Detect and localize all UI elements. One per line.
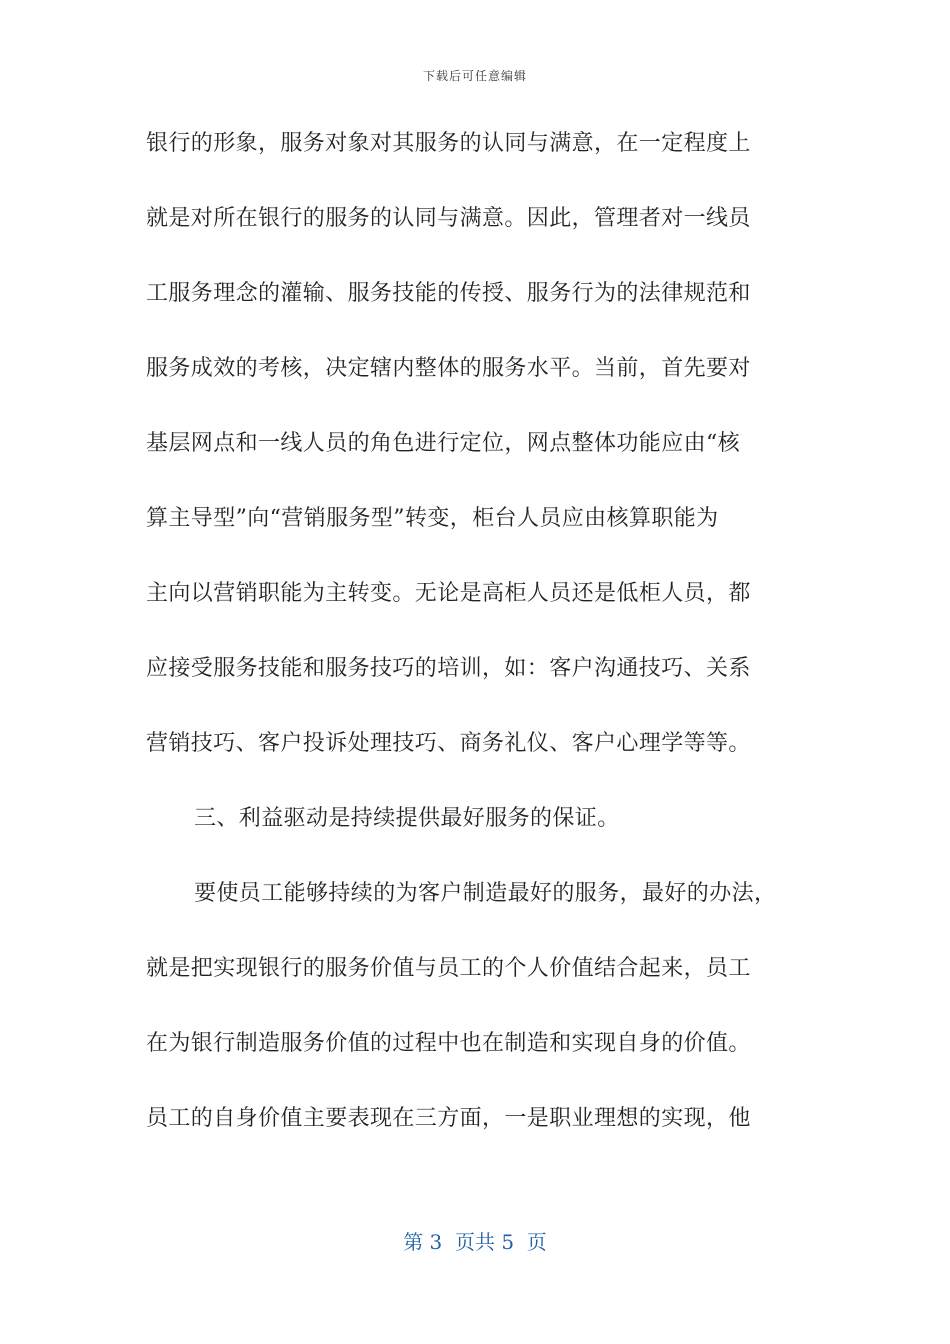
text-line: 主向以营销职能为主转变。无论是高柜人员还是低柜人员，都 <box>146 581 751 606</box>
text-line: 就是把实现银行的服务价值与员工的个人价值结合起来，员工 <box>146 956 751 981</box>
text-line: 服务成效的考核，决定辖内整体的服务水平。当前，首先要对 <box>146 356 751 381</box>
section-heading: 三、利益驱动是持续提供最好服务的保证。 <box>194 806 620 831</box>
text-line: 工服务理念的灌输、服务技能的传授、服务行为的法律规范和 <box>146 281 751 306</box>
text-line: 在为银行制造服务价值的过程中也在制造和实现自身的价值。 <box>146 1031 751 1056</box>
text-line: 算主导型”向“营销服务型”转变，柜台人员应由核算职能为 <box>146 506 719 531</box>
text-line: 应接受服务技能和服务技巧的培训，如：客户沟通技巧、关系 <box>146 656 751 681</box>
text-line: 银行的形象，服务对象对其服务的认同与满意，在一定程度上 <box>146 131 751 156</box>
text-line: 基层网点和一线人员的角色进行定位，网点整体功能应由“核 <box>146 431 741 456</box>
page-header: 下载后可任意编辑 <box>422 69 527 83</box>
text-line: 营销技巧、客户投诉处理技巧、商务礼仪、客户心理学等等。 <box>146 731 751 756</box>
text-line: 员工的自身价值主要表现在三方面，一是职业理想的实现，他 <box>146 1106 751 1131</box>
page-number-footer: 第 3 页共 5 页 <box>403 1230 547 1254</box>
text-line: 要使员工能够持续的为客户制造最好的服务，最好的办法， <box>194 881 777 906</box>
text-line: 就是对所在银行的服务的认同与满意。因此，管理者对一线员 <box>146 206 751 231</box>
